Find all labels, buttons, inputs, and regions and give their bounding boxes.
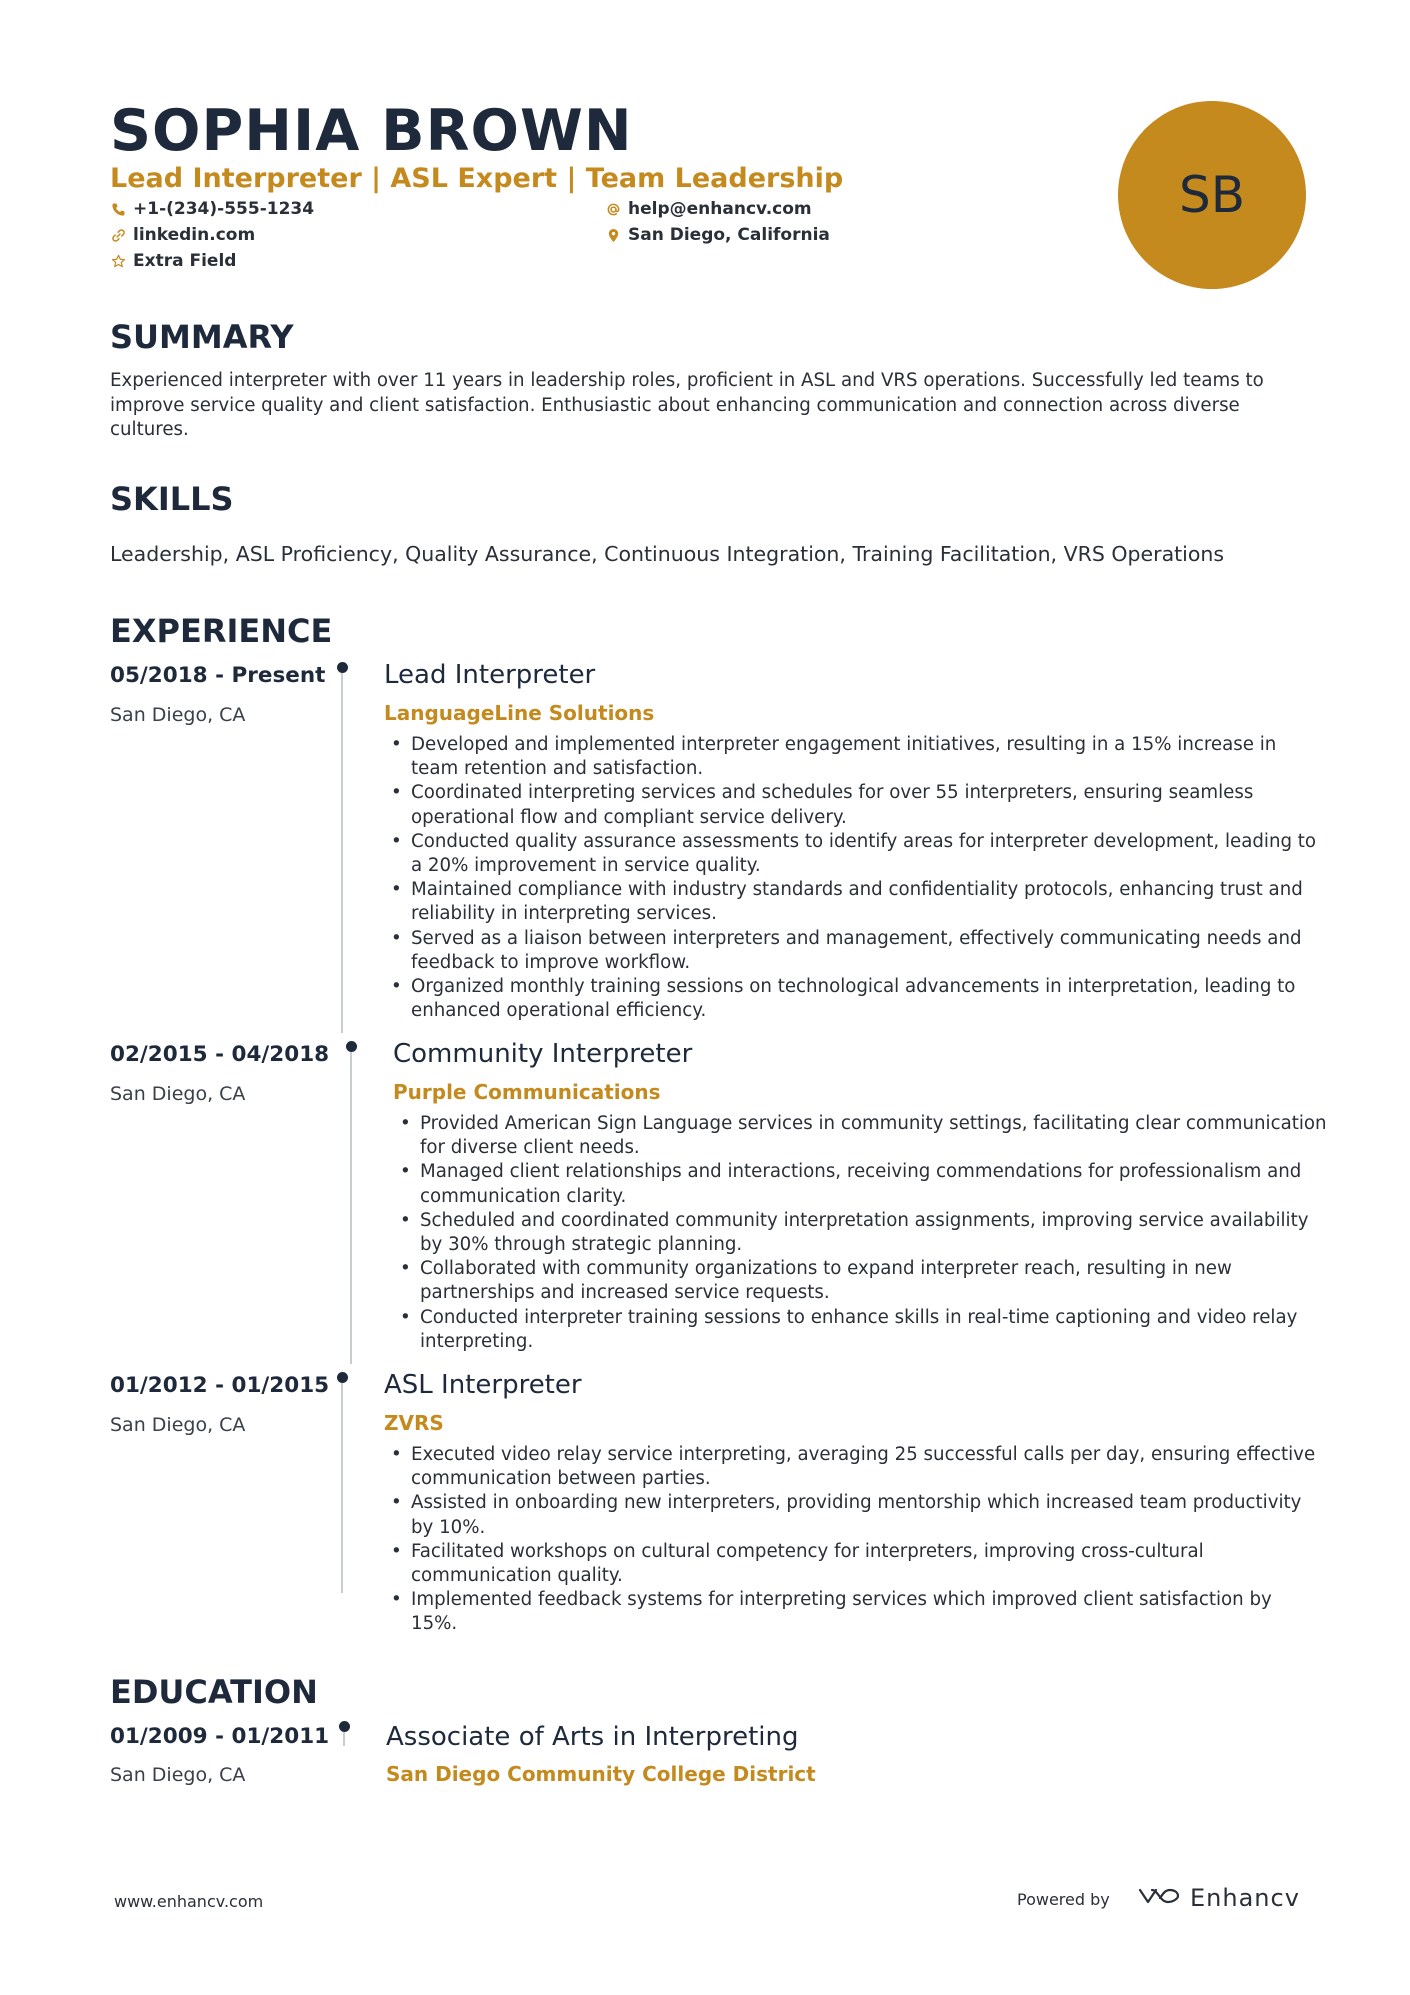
company-name: ZVRS xyxy=(384,1411,444,1435)
list-item: • Scheduled and coordinated community interpretation assignments, improving service availability by 30% through strategic planning. xyxy=(398,1209,1328,1257)
summary-heading: SUMMARY xyxy=(110,318,294,356)
location-pin-icon xyxy=(605,227,621,243)
candidate-name: SOPHIA BROWN xyxy=(110,98,633,164)
headline: Lead Interpreter | ASL Expert | Team Leadership xyxy=(110,163,844,194)
phone-text: +1-(234)-555-1234 xyxy=(133,199,315,219)
experience-heading: EXPERIENCE xyxy=(110,612,333,650)
list-item: • Facilitated workshops on cultural competency for interpreters, improving cross-cultural communication quality. xyxy=(389,1540,1319,1588)
job-title: Lead Interpreter xyxy=(384,660,596,690)
list-item: • Executed video relay service interpreting, averaging 25 successful calls per day, ensuring effective communication between parties. xyxy=(389,1443,1319,1491)
job-bullets xyxy=(398,1112,1328,1354)
link-icon xyxy=(110,227,126,243)
email-text[interactable]: help@enhancv.com xyxy=(628,199,812,219)
powered-by-text: Powered by xyxy=(1017,1890,1110,1909)
company-name: LanguageLine Solutions xyxy=(384,701,655,725)
list-item: • Provided American Sign Language services in community settings, facilitating clear communication for diverse client needs. xyxy=(398,1112,1328,1160)
contact-extra xyxy=(110,250,236,272)
list-item: • Assisted in onboarding new interpreters, providing mentorship which increased team productivity by 10%. xyxy=(389,1491,1319,1539)
list-item: • Collaborated with community organizations to expand interpreter reach, resulting in new partnerships and increased service requests. xyxy=(398,1257,1328,1305)
contact-location xyxy=(605,224,830,246)
footer-url[interactable]: www.enhancv.com xyxy=(114,1892,264,1911)
entry-location: San Diego, CA xyxy=(110,1083,246,1105)
entry-dates: 01/2009 - 01/2011 xyxy=(110,1724,330,1749)
enhancv-logo[interactable] xyxy=(1136,1884,1300,1912)
enhancv-logo-icon xyxy=(1136,1884,1182,1912)
entry-dates: 02/2015 - 04/2018 xyxy=(110,1042,330,1067)
timeline-line xyxy=(341,1383,343,1593)
avatar xyxy=(1118,101,1306,289)
avatar-initials: SB xyxy=(1178,166,1246,224)
education-heading: EDUCATION xyxy=(110,1673,318,1711)
degree-title: Associate of Arts in Interpreting xyxy=(386,1722,799,1752)
company-name: Purple Communications xyxy=(393,1080,661,1104)
entry-location: San Diego, CA xyxy=(110,704,246,726)
list-item: • Served as a liaison between interpreters and management, effectively communicating needs and feedback to improve workflow. xyxy=(389,927,1319,975)
job-title: Community Interpreter xyxy=(393,1039,693,1069)
location-text: San Diego, California xyxy=(628,225,830,245)
timeline-dot xyxy=(346,1041,357,1052)
at-sign-icon xyxy=(605,201,621,217)
entry-dates: 01/2012 - 01/2015 xyxy=(110,1373,330,1398)
entry-location: San Diego, CA xyxy=(110,1764,246,1786)
job-bullets xyxy=(389,1443,1319,1637)
timeline-line xyxy=(343,1732,345,1746)
summary-text: Experienced interpreter with over 11 years in leadership roles, proficient in ASL and VRS operations. Successfully led teams to improve service quality and client satisfaction. Enthusiastic about enhancing communication and connection across diverse cultures. xyxy=(110,370,1264,440)
job-title: ASL Interpreter xyxy=(384,1370,582,1400)
entry-dates: 05/2018 - Present xyxy=(110,663,326,688)
list-item: • Managed client relationships and interactions, receiving commendations for professionalism and communication clarity. xyxy=(398,1160,1328,1208)
job-bullets xyxy=(389,733,1319,1023)
list-item: • Coordinated interpreting services and schedules for over 55 interpreters, ensuring seamless operational flow and compliant service delivery. xyxy=(389,781,1319,829)
timeline-dot xyxy=(337,1372,348,1383)
timeline-dot xyxy=(337,662,348,673)
contact-email[interactable] xyxy=(605,198,812,220)
list-item: • Organized monthly training sessions on technological advancements in interpretation, leading to enhanced operational efficiency. xyxy=(389,975,1319,1023)
contact-linkedin[interactable] xyxy=(110,224,255,246)
contact-phone xyxy=(110,198,314,220)
list-item: • Implemented feedback systems for interpreting services which improved client satisfaction by 15%. xyxy=(389,1588,1319,1636)
school-name: San Diego Community College District xyxy=(386,1762,816,1786)
phone-icon xyxy=(110,201,126,217)
star-icon xyxy=(110,253,126,269)
list-item: • Conducted interpreter training sessions to enhance skills in real-time captioning and video relay interpreting. xyxy=(398,1306,1328,1354)
timeline-dot xyxy=(339,1721,350,1732)
entry-location: San Diego, CA xyxy=(110,1414,246,1436)
list-item: • Conducted quality assurance assessments to identify areas for interpreter development, leading to a 20% improvement in service quality. xyxy=(389,830,1319,878)
extra-field-text: Extra Field xyxy=(133,251,237,271)
timeline-line xyxy=(341,673,343,1033)
list-item: • Maintained compliance with industry standards and confidentiality protocols, enhancing trust and reliability in interpreting services. xyxy=(389,878,1319,926)
linkedin-text[interactable]: linkedin.com xyxy=(133,225,256,245)
enhancv-brand-text: Enhancv xyxy=(1190,1884,1300,1912)
list-item: • Developed and implemented interpreter engagement initiatives, resulting in a 15% increase in team retention and satisfaction. xyxy=(389,733,1319,781)
timeline-line xyxy=(350,1052,352,1364)
skills-text: Leadership, ASL Proficiency, Quality Assurance, Continuous Integration, Training Facilitation, VRS Operations xyxy=(110,542,1225,566)
skills-heading: SKILLS xyxy=(110,480,234,518)
